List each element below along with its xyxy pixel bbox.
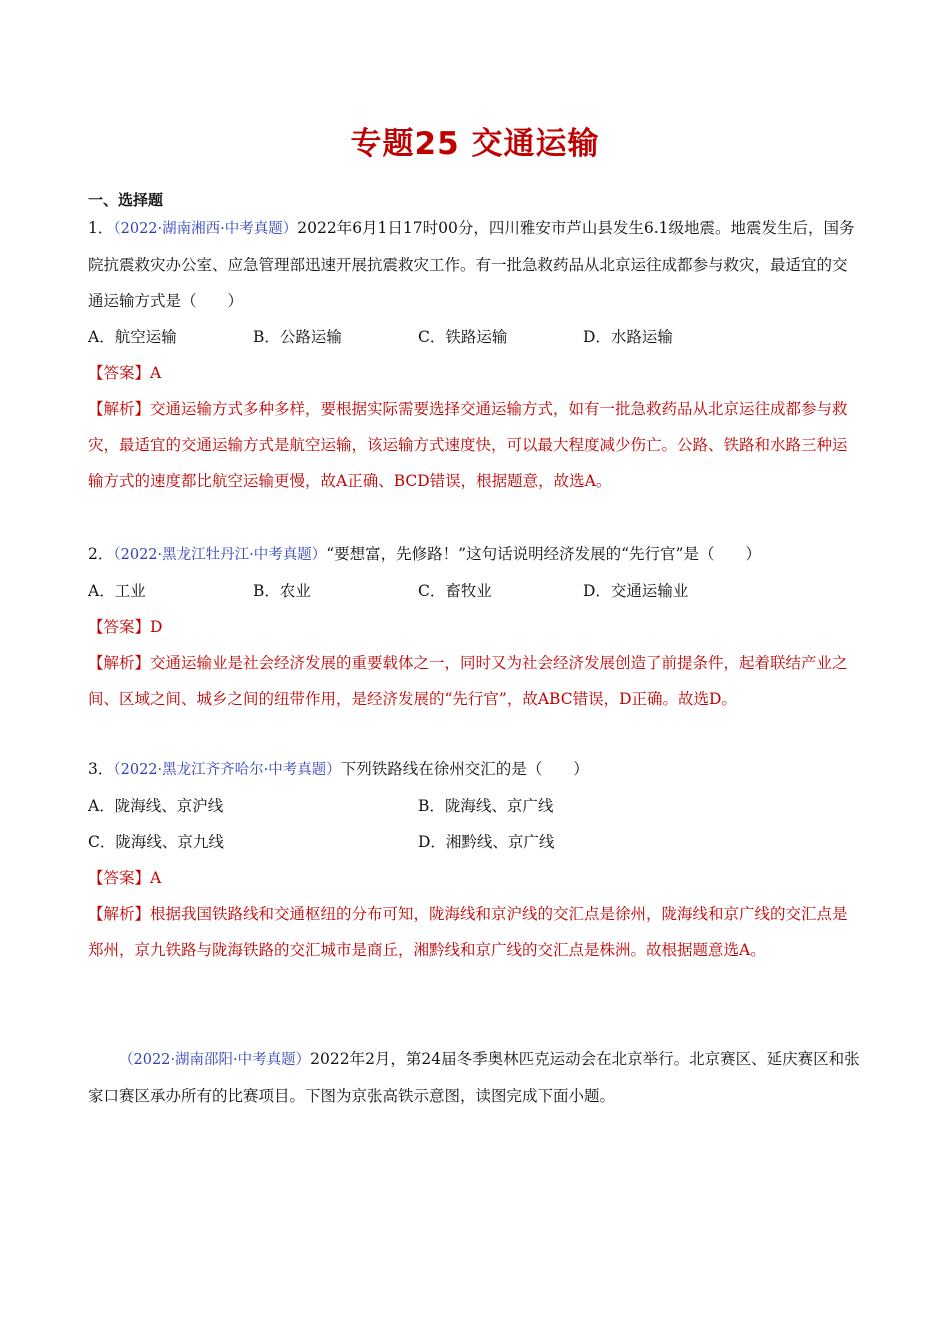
options-row bbox=[88, 319, 860, 355]
option-c: C．畜牧业 bbox=[418, 582, 492, 600]
options-row bbox=[88, 573, 860, 609]
option-d: D．交通运输业 bbox=[583, 582, 689, 600]
section-heading: 一、选择题 bbox=[88, 191, 164, 209]
question-3 bbox=[88, 751, 860, 968]
material-text: 2022年2月，第24届冬季奥林匹克运动会在北京举行。北京赛区、延庆赛区和张家口赛区承办所有的比赛项目。下图为京张高铁示意图，读图完成下面小题。 bbox=[88, 1050, 860, 1105]
option-a: A．航空运输 bbox=[88, 328, 177, 346]
question-stem bbox=[88, 536, 860, 573]
question-source: （2022·黑龙江牡丹江·中考真题） bbox=[113, 547, 327, 563]
question-source: （2022·湖南湘西·中考真题） bbox=[113, 221, 298, 237]
option-d: D．水路运输 bbox=[583, 328, 673, 346]
option-b: B．公路运输 bbox=[253, 328, 342, 346]
option-a: A．工业 bbox=[88, 582, 146, 600]
options-row bbox=[88, 788, 860, 824]
option-c: C．铁路运输 bbox=[418, 328, 508, 346]
answer: 【答案】A bbox=[88, 364, 162, 382]
analysis: 【解析】交通运输方式多种多样，要根据实际需要选择交通运输方式，如有一批急救药品从北京运往成都参与救灾，最适宜的交通运输方式是航空运输，该运输方式速度快，可以最大程度减少伤亡。公路、铁路和水路三种运输方式的速度都比航空运输更慢，故A正确、BCD错误，根据题意，故选A。 bbox=[88, 400, 848, 490]
question-1 bbox=[88, 210, 860, 499]
question-stem bbox=[88, 751, 860, 788]
option-a: A．陇海线、京沪线 bbox=[88, 797, 224, 815]
question-2 bbox=[88, 536, 860, 717]
option-b: B．农业 bbox=[253, 582, 311, 600]
question-number: 2． bbox=[88, 545, 114, 563]
page-title: 专题25 交通运输 bbox=[350, 126, 600, 162]
option-d: D．湘黔线、京广线 bbox=[418, 833, 555, 851]
options-row bbox=[88, 824, 860, 860]
analysis: 【解析】交通运输业是社会经济发展的重要载体之一，同时又为社会经济发展创造了前提条件，起着联结产业之间、区域之间、城乡之间的纽带作用，是经济发展的“先行官”，故ABC错误，D正确。故选D。 bbox=[88, 654, 848, 708]
question-text: “要想富，先修路！”这句话说明经济发展的“先行官”是（ ） bbox=[326, 545, 761, 563]
material-intro bbox=[88, 1041, 860, 1114]
question-text: 下列铁路线在徐州交汇的是（ ） bbox=[340, 760, 589, 778]
option-c: C．陇海线、京九线 bbox=[88, 833, 224, 851]
question-stem bbox=[88, 210, 860, 319]
answer: 【答案】A bbox=[88, 869, 162, 887]
analysis: 【解析】根据我国铁路线和交通枢纽的分布可知，陇海线和京沪线的交汇点是徐州，陇海线和京广线的交汇点是郑州，京九铁路与陇海铁路的交汇城市是商丘，湘黔线和京广线的交汇点是株洲。故根据题意选A。 bbox=[88, 905, 848, 959]
question-source: （2022·黑龙江齐齐哈尔·中考真题） bbox=[113, 762, 341, 778]
answer: 【答案】D bbox=[88, 618, 163, 636]
question-text: 2022年6月1日17时00分，四川雅安市芦山县发生6.1级地震。地震发生后，国务院抗震救灾办公室、应急管理部迅速开展抗震救灾工作。有一批急救药品从北京运往成都参与救灾，最适宜的交通运输方式是（ ） bbox=[88, 219, 855, 310]
material-source: （2022·湖南邵阳·中考真题） bbox=[119, 1052, 311, 1068]
option-b: B．陇海线、京广线 bbox=[418, 797, 554, 815]
question-number: 1． bbox=[88, 219, 114, 237]
question-number: 3． bbox=[88, 760, 114, 778]
